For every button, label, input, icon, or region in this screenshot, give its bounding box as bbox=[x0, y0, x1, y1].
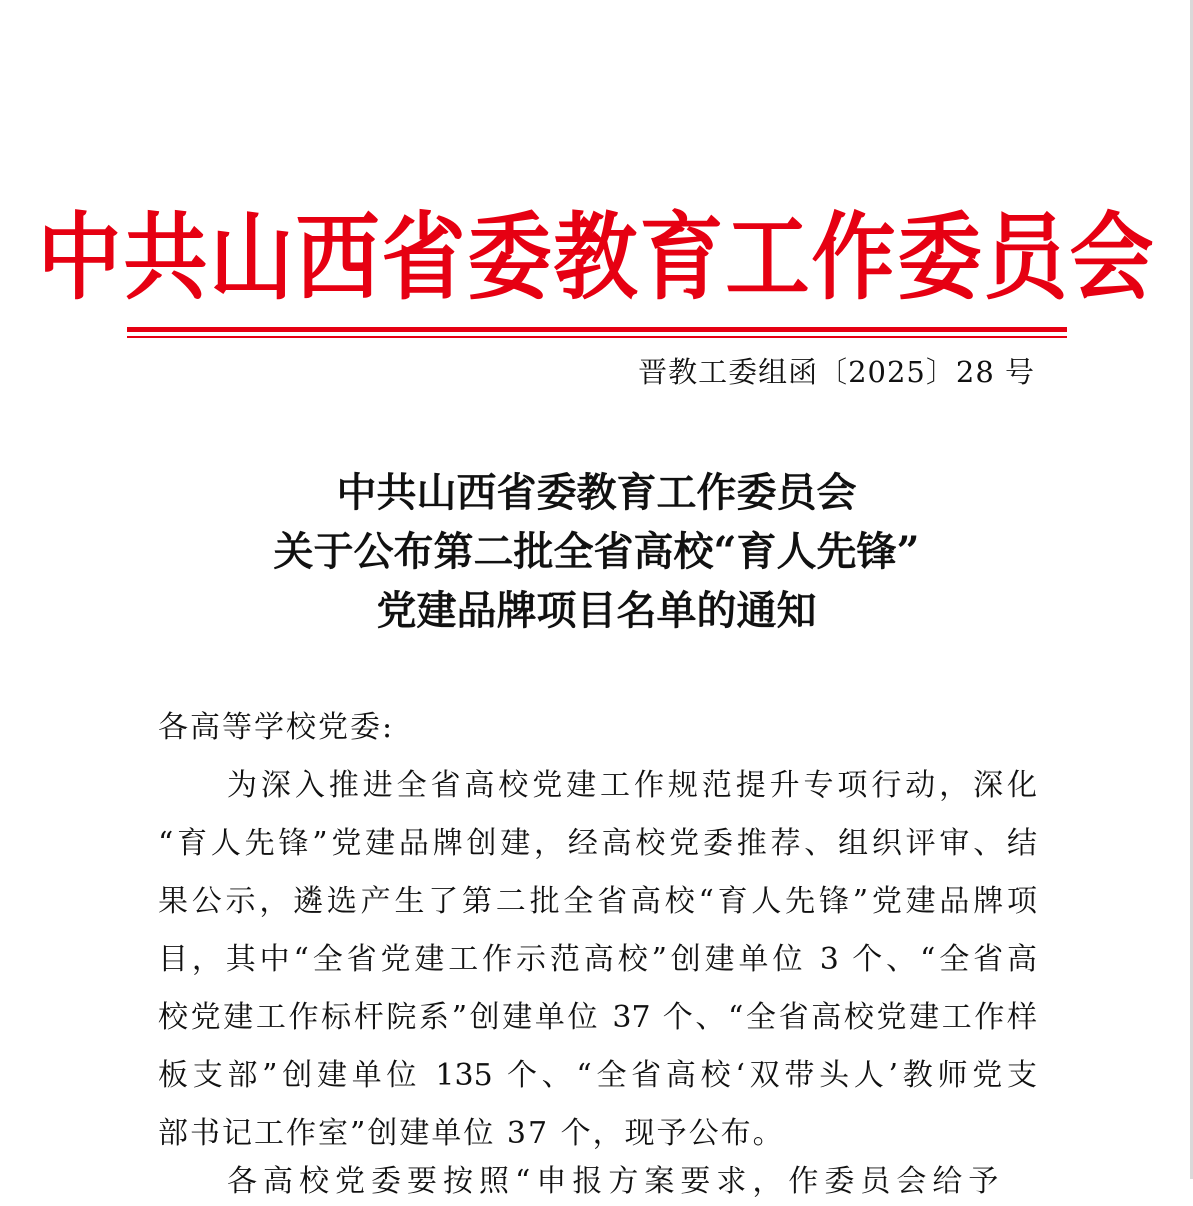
salutation: 各高等学校党委: bbox=[158, 710, 395, 745]
title-line-1: 中共山西省委教育工作委员会 bbox=[336, 469, 857, 516]
paragraph-line: 为深入推进全省高校党建工作规范提升专项行动，深化 bbox=[227, 768, 1037, 803]
partial-next-line: 各高校党委要按照“申报方案要求，作委员会给予 bbox=[227, 1164, 1005, 1199]
document-number: 晋教工委组函〔2025〕28 号 bbox=[638, 355, 1035, 389]
paragraph-line: “育人先锋”党建品牌创建，经高校党委推荐、组织评审、结 bbox=[158, 826, 1037, 861]
paragraph-line: 部书记工作室”创建单位 37 个，现予公布。 bbox=[158, 1116, 785, 1151]
title-line-3: 党建品牌项目名单的通知 bbox=[376, 587, 817, 634]
issuer-masthead: 中共山西省委教育工作委员会 bbox=[37, 202, 1156, 313]
paragraph-line: 板支部”创建单位 135 个、“全省高校‘双带头人’教师党支 bbox=[158, 1058, 1037, 1093]
paragraph-line: 目，其中“全省党建工作示范高校”创建单位 3 个、“全省高 bbox=[158, 942, 1037, 977]
red-separator-thick bbox=[127, 327, 1067, 332]
document-title bbox=[0, 463, 1193, 640]
title-line-2: 关于公布第二批全省高校“育人先锋” bbox=[273, 528, 920, 575]
paragraph-line: 校党建工作标杆院系”创建单位 37 个、“全省高校党建工作样 bbox=[158, 1000, 1037, 1035]
paragraph-line: 果公示，遴选产生了第二批全省高校“育人先锋”党建品牌项 bbox=[158, 884, 1037, 919]
red-separator-thin bbox=[127, 336, 1067, 338]
